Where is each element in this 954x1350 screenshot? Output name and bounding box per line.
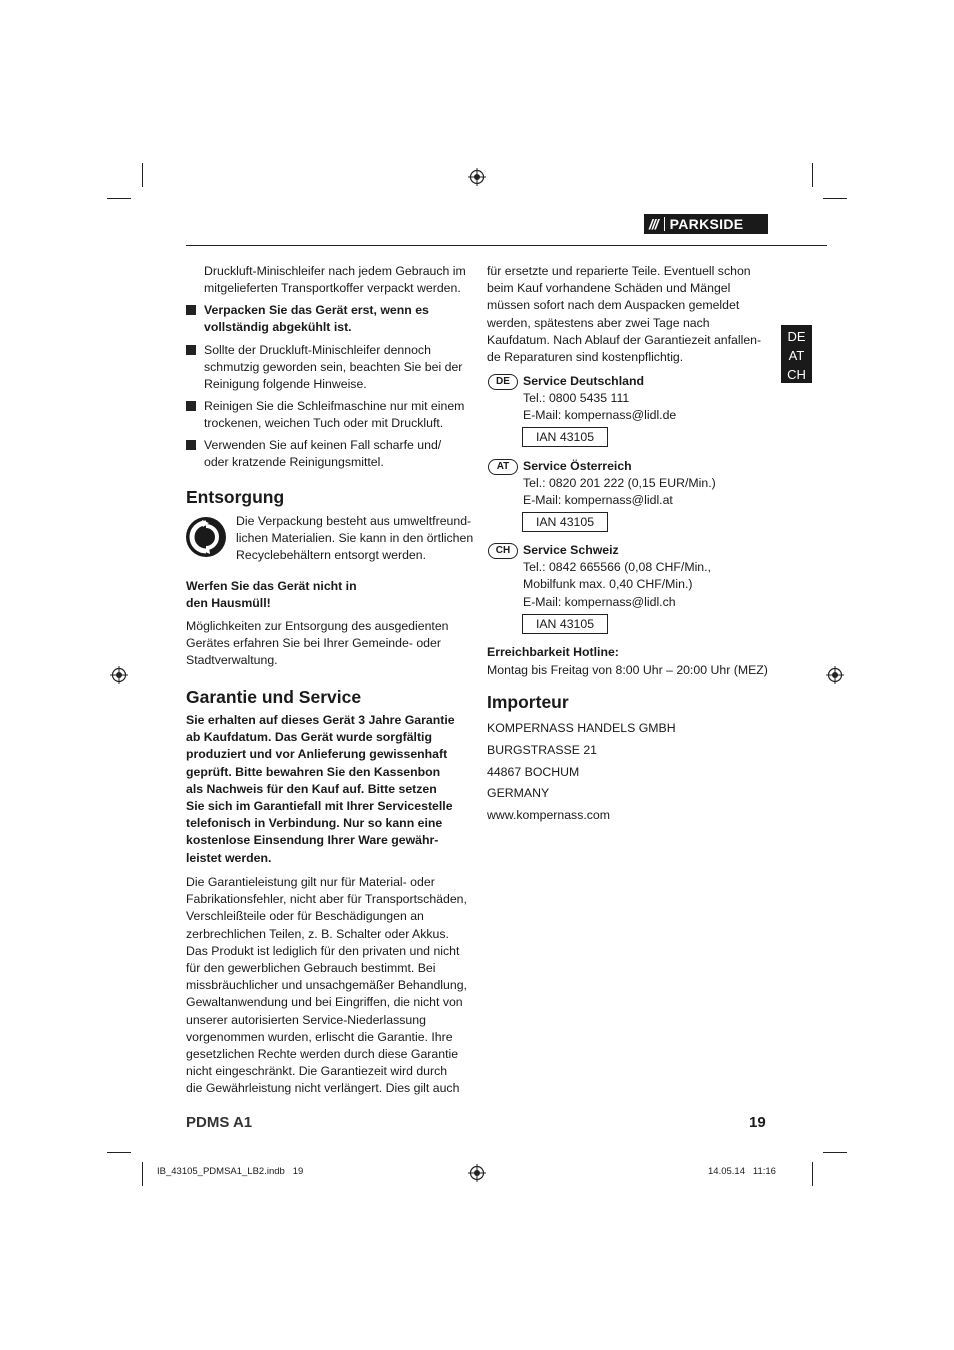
green-dot-recycle-icon [185,516,227,558]
crop-mark [823,198,847,199]
page-number: 19 [749,1114,766,1131]
bullet-icon [186,345,196,355]
recycle-text: Die Verpackung besteht aus umweltfreund- lichen Materialien. Sie kann in den örtlichen Recyclebehältern entsorgt werden. [236,514,474,563]
slug-date: 14.05.14 11:16 [708,1166,776,1177]
lang-at: AT [788,348,805,363]
hotline-title: Erreichbarkeit Hotline: [487,645,619,659]
country-badge-de: DE [488,374,518,390]
right-intro: für ersetzte und reparierte Teile. Eventuell schon beim Kauf vorhandene Schäden und Mängel müssen sofort nach dem Auspacken gemeldet werden, spätestens aber zwei Tage nach Kaufdatum. Nach Ablauf der Garantiezeit anfallen- de Reparaturen sind kostenpflichtig. [487,264,762,365]
bullet-item: Verpacken Sie das Gerät erst, wenn es vollständig abgekühlt ist. [186,302,471,336]
lang-ch: CH [787,367,806,382]
language-tab [781,325,812,383]
registration-mark-icon [826,666,844,684]
parkside-logo [644,214,768,234]
website-link[interactable]: www.kompernass.com [487,808,611,823]
crop-mark [107,198,131,199]
bullet-icon [186,401,196,411]
garantie-heading: Garantie und Service [186,687,362,707]
registration-mark-icon [468,168,486,186]
bullet-item: Verwenden Sie auf keinen Fall scharfe und/ oder kratzende Reinigungsmittel. [186,437,471,471]
registration-mark-icon [110,666,128,684]
crop-mark [142,163,143,187]
registration-mark-icon [468,1164,486,1182]
hausmuell-warning: Werfen Sie das Gerät nicht in den Hausmüll! [186,579,357,611]
crop-mark [142,1162,143,1186]
garantie-text: Die Garantieleistung gilt nur für Material- oder Fabrikationsfehler, nicht aber für Transportschäden, Verschleißteile oder für Beschädigungen an zerbrechlichen Teilen, z. B. Schalter oder Akkus. Das Produkt ist lediglich für den privaten und nicht für den gewerblichen Gebrauch bestimmt. Bei missbräuchlicher und unsachgemäßer Behandlung, Gewaltanwendung und bei Eingriffen, die nicht von unserer autorisierten Service-Niederlassung vorgenommen wurden, erlischt die Garantie. Ihre gesetzlichen Rechte werden durch diese Garantie nicht eingeschränkt. Die Garantiezeit wird durch die Gewährleistung nicht verlängert. Dies gilt auch [186,875,467,1096]
bullet-item: Reinigen Sie die Schleifmaschine nur mit einem trockenen, weichen Tuch oder mit Druckluft. [186,398,471,432]
bullet-icon [186,305,196,315]
logo-text: PARKSIDE [669,216,744,232]
ian-box: IAN 43105 [522,427,608,447]
crop-mark [107,1152,131,1153]
importeur-address: KOMPERNASS HANDELS GMBH BURGSTRASSE 21 44867 BOCHUM GERMANY www.kompernass.com [487,718,676,827]
crop-mark [812,1162,813,1186]
logo-slashes: /// [649,216,658,232]
hotline-text: Montag bis Freitag von 8:00 Uhr – 20:00 Uhr (MEZ) [487,663,768,677]
ian-box: IAN 43105 [522,614,608,634]
slug-file: IB_43105_PDMSA1_LB2.indb 19 [157,1166,304,1177]
crop-mark [823,1152,847,1153]
crop-mark [812,163,813,187]
ian-box: IAN 43105 [522,512,608,532]
importeur-heading: Importeur [487,692,569,712]
lang-de: DE [787,329,806,344]
model-label: PDMS A1 [186,1114,253,1131]
service-deutschland: Service Deutschland Tel.: 0800 5435 111 E-Mail: kompernass@lidl.de [523,374,677,423]
service-oesterreich: Service Österreich Tel.: 0820 201 222 (0,15 EUR/Min.) E-Mail: kompernass@lidl.at [523,459,716,508]
bullet-item: Sollte der Druckluft-Minischleifer dennoch schmutzig geworden sein, beachten Sie bei der Reinigung folgende Hinweise. [186,342,471,394]
left-intro: Druckluft-Minischleifer nach jedem Gebrauch im mitgelieferten Transportkoffer verpackt werden. [204,264,466,296]
entsorgung-heading: Entsorgung [186,487,285,507]
service-schweiz: Service Schweiz Tel.: 0842 665566 (0,08 CHF/Min., Mobilfunk max. 0,40 CHF/Min.) E-Mail: kompernass@lidl.ch [523,543,711,609]
country-badge-at: AT [488,459,518,475]
garantie-bold-text: Sie erhalten auf dieses Gerät 3 Jahre Garantie ab Kaufdatum. Das Gerät wurde sorgfältig produziert und vor Anlieferung gewissenhaft geprüft. Bitte bewahren Sie den Kassenbon als Nachweis für den Kauf auf. Bitte setzen Sie sich im Garantiefall mit Ihrer Servicestelle telefonisch in Verbindung. Nur so kann eine kostenlose Einsendung Ihrer Ware gewähr- leistet werden. [186,713,455,865]
header-rule [186,245,827,246]
country-badge-ch: CH [488,543,518,559]
bullet-icon [186,440,196,450]
disposal-text: Möglichkeiten zur Entsorgung des ausgedienten Gerätes erfahren Sie bei Ihrer Gemeinde- oder Stadtverwaltung. [186,619,449,668]
